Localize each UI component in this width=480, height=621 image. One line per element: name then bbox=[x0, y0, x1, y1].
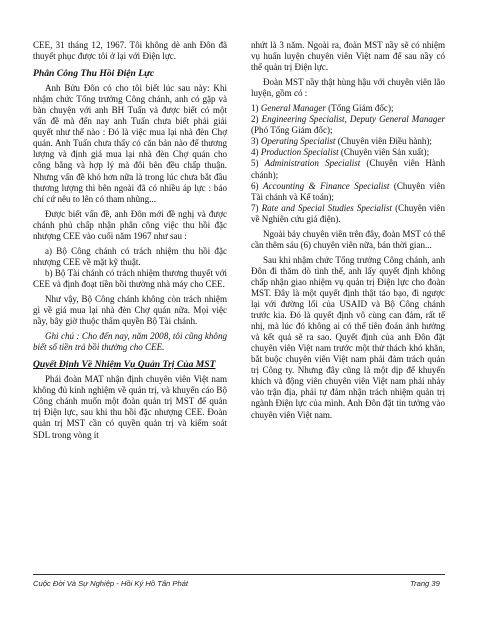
note: Ghi chú : Cho đến nay, năm 2008, tôi cũng không biết số tiền trả bồi thường cho CEE. bbox=[33, 331, 227, 353]
section-heading: Quyết Định Về Nhiệm Vụ Quản Trị Của MST bbox=[33, 359, 216, 371]
left-column bbox=[33, 40, 227, 445]
paragraph: Được biết vấn đề, anh Đôn mới đề nghị và được chánh phủ chấp nhận phân công việc thu hồi đặc nhượng CEE vào cuối năm 1967 như sau : bbox=[33, 208, 227, 241]
list-item: 2) Engineering Specialist, Deputy General Manager (Phó Tổng Giám đốc); bbox=[251, 114, 445, 136]
list-item: 5) Administration Specialist (Chuyên viên Hành chánh); bbox=[251, 158, 445, 180]
page-number: Trang 39 bbox=[410, 579, 440, 588]
footer-title: Cuộc Đời Và Sự Nghiệp - Hồi Ký Hồ Tấn Phát bbox=[33, 579, 189, 588]
list-item: 6) Accounting & Finance Specialist (Chuyên viên Tài chánh và Kế toán); bbox=[251, 180, 445, 202]
paragraph: Phái đoàn MAT nhận định chuyên viên Việt nam không đủ kinh nghiệm về quản trị, và khuyến cáo Bộ Công chánh muốn một đoàn quản trị MST để quản trị Điện lực, sau khi thu hồi đặc nhượng CEE. Đoàn quản trị MST cần có quyền quản trị và kiểm soát SDL trong vòng ít bbox=[33, 374, 227, 440]
paragraph: CEE, 31 tháng 12, 1967. Tôi không dè anh Đôn đã thuyết phục được tôi ở lại với Điện lực. bbox=[33, 40, 227, 62]
paragraph: Đoàn MST nầy thật hùng hậu với chuyên viên lão luyện, gồm có : bbox=[251, 77, 445, 99]
paragraph: nhứt là 3 năm. Ngoài ra, đoàn MST nầy sẽ có nhiệm vụ huấn luyện chuyên viên Việt nam để sau nầy có thể quản trị Điện lực. bbox=[251, 40, 445, 73]
paragraph: Anh Bửu Đôn có cho tôi biết lúc sau này: Khi nhậm chức Tổng trưởng Công chánh, anh có gặp và bàn chuyện với anh BH Tuấn và được biết có một vấn đề mà đến nay anh Tuấn chưa biết phải giải quyết như thế nào : Đó là việc mua lại nhà đèn Chợ quán. Anh Tuấn chưa thấy có căn bản nào để thương lượng và định giá mua lại nhà đèn Chợ quán cho công bằng và hợp lý mà đôi bên đều chấp thuận. Nhưng vấn đề khó hơn nữa là trong lúc chưa bắt đầu thương lượng thì bên ngoài đã có nhiều áp lực : báo chí cứ nêu to lên có tham nhũng... bbox=[33, 83, 227, 204]
list-item: 4) Production Specialist (Chuyên viên Sản xuất); bbox=[251, 147, 430, 158]
paragraph: b) Bộ Tài chánh có trách nhiệm thương thuyết với CEE và định đoạt tiền bồi thường nhà máy cho CEE. bbox=[33, 267, 227, 289]
paragraph: Sau khi nhậm chức Tổng trưởng Công chánh, anh Đôn đi thăm dò tình thế, anh lấy quyết định không chấp nhận giao nhiệm vụ quản trị Điện lực cho đoàn MST. Đây là một quyết định thật táo bạo, đi ngược lại với đường lối của USAID và Bộ Công chánh trước kia. Đó là quyết định vô cùng can đảm, rất tế nhị, mà lúc đó không ai có thể tiên đoán ảnh hưởng và kết quả sẽ ra sao. Quyết định của anh Đôn đặt chuyên viên Việt nam trước một thử thách khó khăn, bắt buộc chuyên viên Việt nam phải đảm trách quản trị Công ty. Nhưng đây cũng là một dịp để khuyến khích và động viên chuyên viên Việt nam phải nhảy vào trận địa, phải tự đảm nhận trách nhiệm quản trị ngành Điện lực của mình. Anh Đôn đặt tin tưởng vào chuyên viên Việt nam. bbox=[251, 254, 445, 420]
right-column bbox=[251, 40, 445, 425]
paragraph: Ngoài bảy chuyên viên trên đây, đoàn MST có thể cần thêm sáu (6) chuyên viên nữa, bán thời gian... bbox=[251, 228, 445, 250]
paragraph: Như vậy, Bộ Công chánh không còn trách nhiệm gì về giá mua lại nhà đèn Chợ quán nữa. Mọi việc nầy, bây giờ thuộc thẩm quyền Bộ Tài chánh. bbox=[33, 293, 227, 327]
list-item: 7) Rate and Special Studies Specialist (Chuyên viên về Nghiên cứu giá điện). bbox=[251, 202, 445, 224]
footer-divider bbox=[33, 574, 445, 575]
paragraph: a) Bộ Công chánh có trách nhiệm thu hồi đặc nhượng CEE về mặt kỹ thuật. bbox=[33, 245, 227, 267]
list-item: 1) General Manager (Tổng Giám đốc); bbox=[251, 103, 394, 114]
section-heading: Phân Công Thu Hồi Điện Lực bbox=[33, 68, 155, 80]
list-item: 3) Operating Specialist (Chuyên viên Điều hành); bbox=[251, 136, 432, 147]
